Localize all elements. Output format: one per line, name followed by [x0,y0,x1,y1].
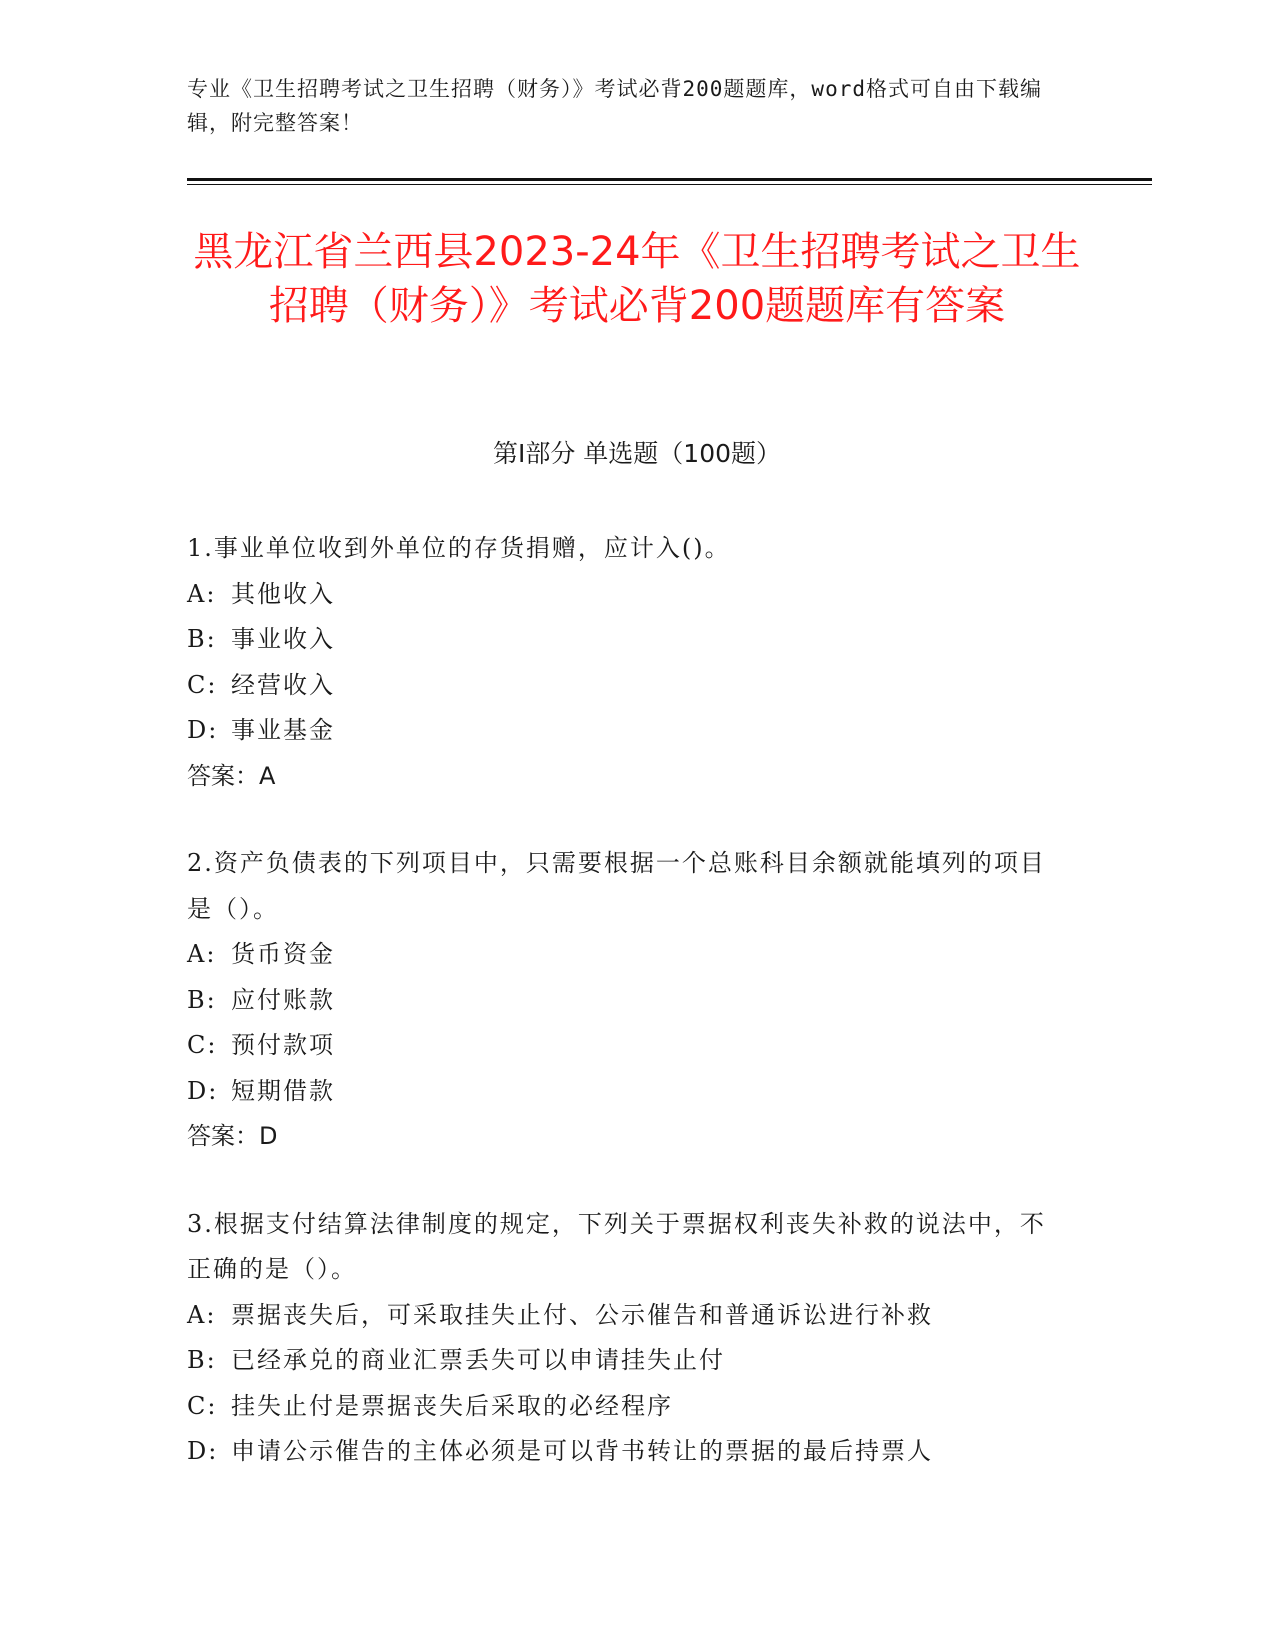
option-a [187,572,1067,618]
question-3 [187,1202,1067,1475]
option-label: C: [187,1031,218,1059]
question-text: 3.根据支付结算法律制度的规定，下列关于票据权利丧失补救的说法中，不正确的是（）。 [187,1209,1046,1283]
option-label: D: [187,1437,219,1465]
option-text: 其他收入 [231,579,335,608]
option-text: 已经承兑的商业汇票丢失可以申请挂失止付 [231,1346,725,1374]
option-label: C: [187,1391,218,1420]
option-text: 经营收入 [231,670,335,699]
header-note: 专业《卫生招聘考试之卫生招聘（财务）》考试必背200题题库，word格式可自由下载编辑，附完整答案！ [187,77,1042,135]
option-text: 预付款项 [231,1031,335,1059]
option-text: 应付账款 [231,985,335,1014]
option-a [187,1293,1067,1339]
answer: 答案：A [187,761,276,790]
option-label: A: [187,1300,217,1329]
question-text: 2.资产负债表的下列项目中，只需要根据一个总账科目余额就能填列的项目是（）。 [187,849,1046,923]
option-d [187,708,1067,754]
option-d [187,1069,1067,1115]
option-a [187,932,1067,978]
option-label: A: [187,940,217,968]
header-rule-thin [187,184,1152,185]
option-b [187,617,1067,663]
question-list [187,526,1067,1517]
option-d [187,1429,1067,1475]
option-label: C: [187,670,218,699]
document-title: 黑龙江省兰西县2023-24年《卫生招聘考试之卫生招聘（财务）》考试必背200题题库有答案 [193,229,1081,329]
answer: 答案：D [187,1122,278,1150]
option-label: B: [187,625,217,653]
option-b [187,978,1067,1024]
option-text: 事业基金 [231,716,335,744]
question-text: 1.事业单位收到外单位的存货捐赠，应计入()。 [187,534,731,562]
option-label: A: [187,579,217,608]
question-1 [187,526,1067,799]
option-c [187,1023,1067,1069]
option-text: 票据丧失后，可采取挂失止付、公示催告和普通诉讼进行补救 [231,1300,933,1329]
section-title: 第Ⅰ部分 单选题（100题） [492,439,782,468]
header-rule-thick [187,178,1152,181]
option-label: B: [187,1346,217,1374]
option-label: D: [187,716,219,744]
option-text: 挂失止付是票据丧失后采取的必经程序 [231,1391,673,1420]
option-text: 货币资金 [231,940,335,968]
option-c [187,663,1067,709]
option-text: 申请公示催告的主体必须是可以背书转让的票据的最后持票人 [231,1437,933,1465]
option-c [187,1384,1067,1430]
option-label: D: [187,1076,219,1105]
option-text: 短期借款 [231,1076,335,1105]
option-b [187,1338,1067,1384]
option-text: 事业收入 [231,625,335,653]
question-2 [187,841,1067,1160]
option-label: B: [187,985,217,1014]
